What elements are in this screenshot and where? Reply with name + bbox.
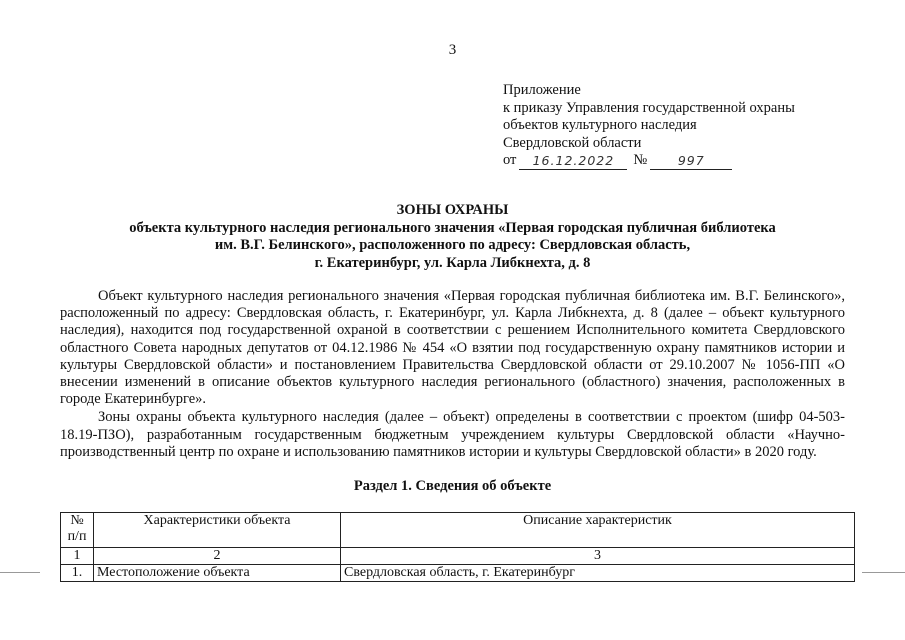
paragraph: Зоны охраны объекта культурного наследия (далее – объект) определены в соответствии с проектом (шифр 04-503-18.19-ПЗО), разработанным государственным бюджетным учреждением культуры Свердловской области «Научно-производственный центр по охране и использованию памятников истории и культуры Свердловской области» в 2020 году. (60, 409, 845, 460)
header-cell: Характеристики объекта (94, 513, 341, 548)
title-line: г. Екатеринбург, ул. Карла Либкнехта, д. 8 (314, 254, 591, 271)
handwritten-date: 16.12.2022 (519, 153, 627, 170)
page-number: 3 (448, 42, 457, 58)
document-title (0, 202, 905, 272)
section-heading: Раздел 1. Сведения об объекте (353, 478, 552, 494)
table-cell: Свердловская область, г. Екатеринбург (341, 565, 855, 582)
column-number-row (61, 548, 855, 565)
paragraph: Объект культурного наследия регионального значения «Первая городская публичная библиотека им. В.Г. Белинского», расположенный по адресу: Свердловская область, г. Екатеринбург, ул. Карла Либкнехта, д. 8 (далее – объект культурного наследия), находится под государственной охраной в соответствии с решением Исполнительного комитета Свердловского областного Совета народных депутатов от 04.12.1986 № 454 «О взятии под государственную охрану памятников истории и культуры Свердловской области» и постановлением Правительства Свердловской области от 29.10.2007 № 1056-ПП «О внесении изменений в описание объектов культурного наследия регионального (областного) значения, расположенных в городе Екатеринбурге». (60, 288, 845, 408)
title-line: объекта культурного наследия регионального значения «Первая городская публичная библиотека (129, 219, 776, 236)
body-text (60, 288, 845, 462)
title-line: им. В.Г. Белинского», расположенного по адресу: Свердловская область, (214, 237, 691, 253)
appendix-block (503, 82, 795, 170)
column-number: 2 (94, 548, 341, 565)
table-cell: 1. (61, 565, 94, 582)
order-date-line (503, 152, 795, 170)
table-row (61, 565, 855, 582)
appendix-line: к приказу Управления государственной охраны (503, 99, 795, 116)
date-prefix: от (503, 152, 517, 168)
header-cell: № п/п (61, 513, 94, 548)
page-cut-line-left (0, 572, 40, 573)
header-cell: Описание характеристик (341, 513, 855, 548)
object-info-table (60, 512, 855, 582)
page-cut-line-right (862, 572, 905, 573)
appendix-line: объектов культурного наследия (503, 117, 697, 133)
column-number: 1 (61, 548, 94, 565)
table-header-row (61, 513, 855, 548)
handwritten-number: 997 (650, 153, 732, 170)
title-line: ЗОНЫ ОХРАНЫ (396, 202, 509, 218)
appendix-line: Свердловской области (503, 134, 642, 151)
table-cell: Местоположение объекта (94, 565, 341, 582)
column-number: 3 (341, 548, 855, 565)
number-label: № (633, 152, 648, 168)
appendix-line: Приложение (503, 82, 581, 98)
